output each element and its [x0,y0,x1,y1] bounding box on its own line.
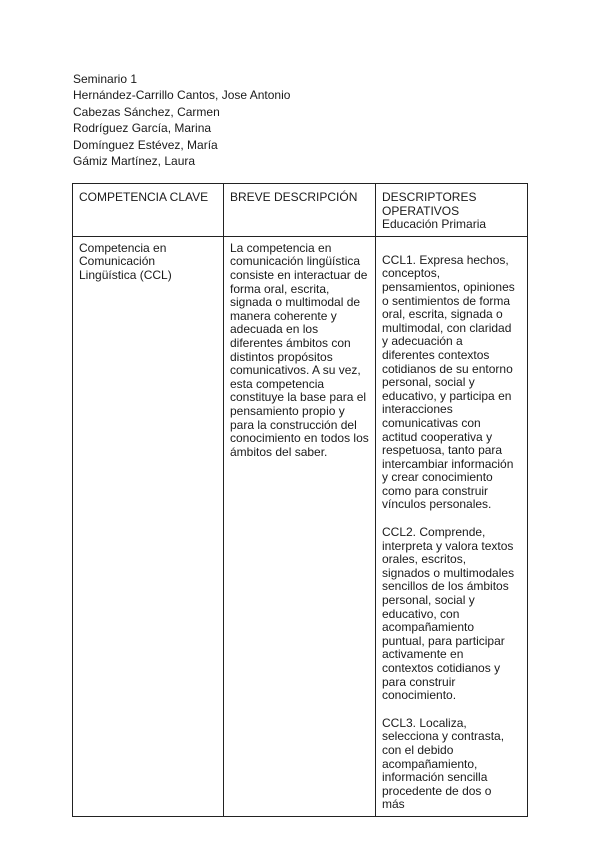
seminar-title: Seminario 1 [73,72,138,86]
descriptors-cell [376,236,528,816]
header-competencia-clave: COMPETENCIA CLAVE [73,184,224,237]
competence-name: Competencia en Comunicación Lingüística (CCL) [79,240,172,282]
table-row [73,236,528,816]
table-header [73,184,528,237]
author-name: Rodríguez García, Marina [73,121,212,136]
author-name: Domínguez Estévez, María [73,137,218,152]
header-breve-descripcion: BREVE DESCRIPCIÓN [224,184,376,237]
descriptor-ccl1: CCL1. Expresa hechos, conceptos, pensamientos, opiniones o sentimientos de forma oral, escrita, signada o multimodal, con claridad y adecuación a diferentes contextos cotidianos de su entorno personal, social y educativo, y participa en interacciones comunicativas con actitud cooperativa y respetuosa, tanto para intercambiar información y crear conocimiento como para construir vínculos personales. [382,252,515,512]
description-cell [224,236,376,816]
competence-table [72,183,528,817]
author-name: Gámiz Martínez, Laura [73,154,196,169]
author-name: Cabezas Sánchez, Carmen [73,104,220,119]
header-descriptores-line3: Educación Primaria [382,217,487,232]
descriptor-ccl2: CCL2. Comprende, interpreta y valora textos orales, escritos, signados o multimodales sencillos de los ámbitos personal, social y educativo, con acompañamiento puntual, para participar activamente en contextos cotidianos y para construir conocimiento. [382,525,515,703]
table-header-row [73,184,528,237]
competence-cell [73,236,224,816]
descriptor-ccl3: CCL3. Localiza, selecciona y contrasta, con el debido acompañamiento, información sencilla procedente de dos o más [382,715,505,812]
header-descriptores-line1: DESCRIPTORES [382,190,477,204]
header-descriptores-operativos [376,184,528,237]
table-body [73,236,528,816]
header-descriptores-line2: OPERATIVOS [382,203,460,218]
competence-description: La competencia en comunicación lingüística consiste en interactuar de forma oral, escrita, signada o multimodal de manera coherente y adecuada en los diferentes ámbitos con distintos propósitos comunicativos. A su vez, esta competencia constituye la base para el pensamiento propio y para la construcción del conocimiento en todos los ámbitos del saber. [230,240,369,459]
author-name: Hernández-Carrillo Cantos, Jose Antonio [73,88,291,103]
document-header [73,71,290,169]
